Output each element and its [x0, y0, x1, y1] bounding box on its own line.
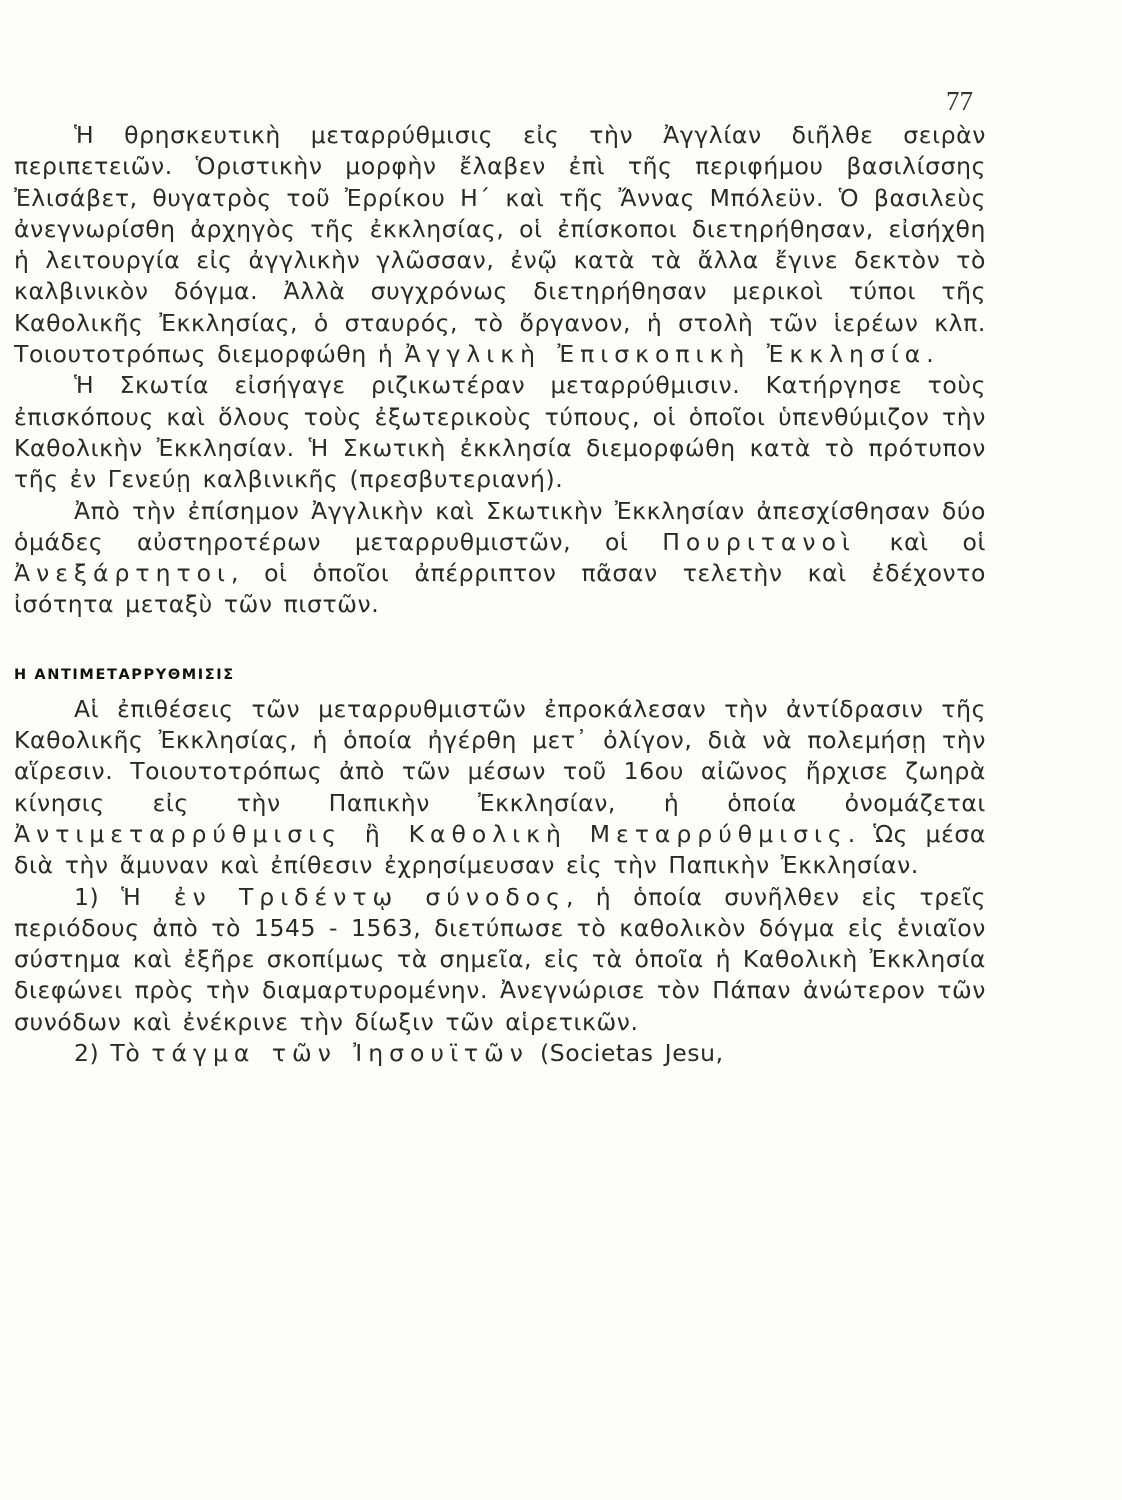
spaced-term: τάγμα τῶν Ἰησουϊτῶν [151, 1039, 529, 1068]
text-segment: Ἡ Σκωτία εἰσήγαγε ριζικωτέραν μεταρρύθμισιν. Κατήργησε τοὺς ἐπισκόπους καὶ ὅλους τοὺς ἐξωτερικοὺς τύπους, οἱ ὁποῖοι ὑπενθύμιζον τὴν Καθολικὴν Ἐκκλησίαν. Ἡ Σκωτικὴ ἐκκλησία διεμορφώθη κατὰ τὸ πρότυπον τῆς ἐν Γενεύῃ καλβινικῆς (πρεσβυτεριανή). [14, 371, 986, 494]
text-segment: 1) [74, 882, 122, 911]
text-segment: καὶ οἱ [855, 527, 986, 556]
text-segment: . Ὡς μέσα διὰ τὴν ἄμυναν καὶ ἐπίθεσιν ἐχρησίμευσαν εἰς τὴν Παπικὴν Ἐκκλησίαν. [14, 819, 986, 880]
paragraph-puritans [14, 496, 986, 621]
paragraph-scotland-reformation [14, 370, 986, 495]
text-segment: . [926, 340, 935, 369]
text-segment: Ἡ θρησκευτικὴ μεταρρύθμισις εἰς τὴν Ἀγγλίαν διῆλθε σειρὰν περιπετειῶν. Ὁριστικὴν μορφὴν ἔλαβεν ἐπὶ τῆς περιφήμου βασιλίσσης Ἐλισάβετ, θυγατρὸς τοῦ Ἐρρίκου Η΄ καὶ τῆς Ἄννας Μπόλεϋν. Ὁ βασιλεὺς ἀνεγνωρίσθη ἀρχηγὸς τῆς ἐκκλησίας, οἱ ἐπίσκοποι διετηρήθησαν, εἰσήχθη ἡ λειτουργία εἰς ἀγγλικὴν γλῶσσαν, ἐνῷ κατὰ τὰ ἄλλα ἔγινε δεκτὸν τὸ καλβινικὸν δόγμα. Ἀλλὰ συγχρόνως διετηρήθησαν μερικοὶ τύποι τῆς Καθολικῆς Ἐκκλησίας, ὁ σταυρός, τὸ ὄργανον, ἡ στολὴ τῶν ἱερέων κλπ. Τοιουτοτρόπως διεμορφώθη ἡ [14, 121, 986, 369]
text-segment: , οἱ ὁποῖοι ἀπέρριπτον πᾶσαν τελετὴν καὶ ἐδέχοντο ἰσότητα μεταξὺ τῶν πιστῶν. [14, 559, 986, 619]
spaced-term: Πουριτανοὶ [662, 527, 856, 556]
section-gap [14, 621, 986, 649]
paragraph-counter-reformation [14, 694, 986, 882]
spaced-term: Ἡ ἐν Τριδέντῳ σύνοδος [121, 882, 566, 911]
paragraph-england-reformation [14, 120, 986, 370]
paragraph-jesuits [14, 1038, 986, 1069]
text-segment: 2) Τὸ [74, 1039, 152, 1068]
page-number: 77 [946, 86, 973, 116]
spaced-term: Ἀντιμεταρρύθμισις ἢ Καθολικὴ Μεταρρύθμισις [14, 819, 848, 848]
paragraph-council-of-trent [14, 882, 986, 1038]
text-segment: (Societas Jesu, [528, 1039, 724, 1068]
text-segment: , ἡ ὁποία συνῆλθεν εἰς τρεῖς περιόδους ἀπὸ τὸ 1545 - 1563, διετύπωσε τὸ καθολικὸν δόγμα εἰς ἑνιαῖον σύστημα καὶ ἐξῆρε σκοπίμως τὰ σημεῖα, εἰς τὰ ὁποῖα ἡ Καθολικὴ Ἐκκλησία διεφώνει πρὸς τὴν διαμαρτυρομένην. Ἀνεγνώρισε τὸν Πάπαν ἀνώτερον τῶν συνόδων καὶ ἐνέκρινε τὴν δίωξιν τῶν αἱρετικῶν. [14, 882, 986, 1036]
body-text [14, 120, 986, 1069]
spaced-term: Ἀγγλικὴ Ἐπισκοπικὴ Ἐκκλησία [404, 340, 927, 369]
text-segment: Ἀπὸ τὴν ἐπίσημον Ἀγγλικὴν καὶ Σκωτικὴν Ἐκκλησίαν ἀπεσχίσθησαν δύο ὁμάδες αὐστηροτέρων μεταρρυθμιστῶν, οἱ [14, 496, 986, 556]
spaced-term: Ἀνεξάρτητοι [14, 559, 231, 588]
text-segment: Αἱ ἐπιθέσεις τῶν μεταρρυθμιστῶν ἐπροκάλεσαν τὴν ἀντίδρασιν τῆς Καθολικῆς Ἐκκλησίας, ἡ ὁποία ἠγέρθη μετ᾽ ὀλίγον, διὰ νὰ πολεμήσῃ τὴν αἵρεσιν. Τοιουτοτρόπως ἀπὸ τῶν μέσων τοῦ 16ου αἰῶνος ἤρχισε ζωηρὰ κίνησις εἰς τὴν Παπικὴν Ἐκκλησίαν, ἡ ὁποία ὀνομάζεται [14, 694, 986, 817]
section-heading: Η ΑΝΤΙΜΕΤΑΡΡΥΘΜΙΣΙΣ [14, 666, 235, 683]
